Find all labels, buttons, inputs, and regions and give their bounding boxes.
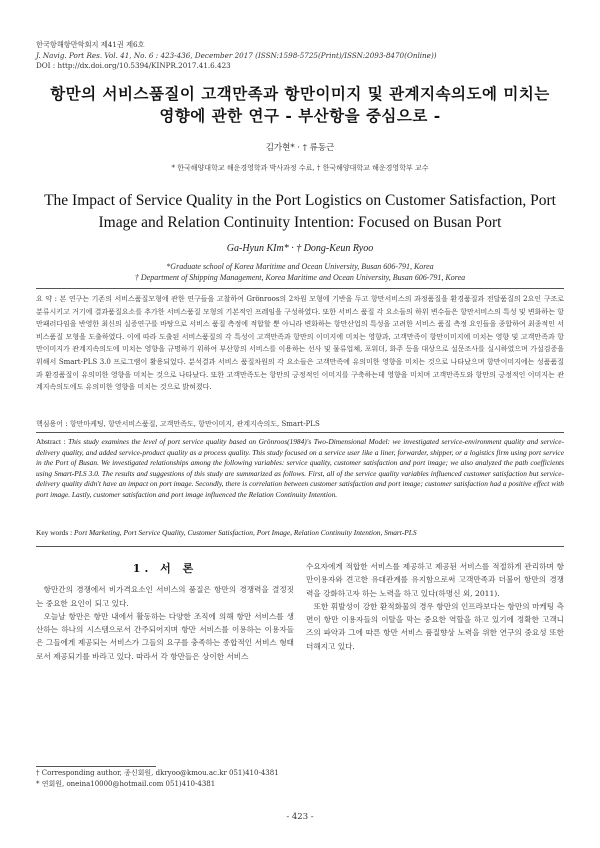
affiliation-english-line2: † Department of Shipping Management, Korea Maritime and Ocean University, Busan 606-791, Korea: [134, 273, 466, 282]
keywords-english-text: Port Marketing, Port Service Quality, Customer Satisfaction, Port Image, Relation Continuity Intention, Smart-PLS: [74, 528, 417, 537]
body-paragraph: 항만간의 경쟁에서 비가격요소인 서비스의 품질은 항만의 경쟁력을 결정짓는 중요한 요인이 되고 있다.: [36, 585, 294, 608]
doi-line: DOI : http://dx.doi.org/10.5394/KINPR.2017.41.6.423: [36, 61, 231, 70]
page-number: - 423 -: [286, 812, 314, 822]
abstract-korean: [36, 293, 564, 394]
body-paragraph: 또한 휘발성이 강한 환적화물의 경우 항만의 인프라보다는 항만의 마케팅 측면이 항만 이용자들의 이탈을 막는 중요한 역할을 하고 있기에 정확한 고객니즈의 파악과 그에 따른 항만 서비스 품질향상 노력을 위한 연구의 중요성 또한 더해지고 있다.: [306, 601, 564, 651]
abstract-english: [36, 437, 564, 501]
journal-citation: J. Navig. Port Res. Vol. 41, No. 6 : 423-436, December 2017 (ISSN:1598-5725(Print)/ISSN:2093-8470(Online)): [36, 50, 437, 60]
keywords-english: [36, 528, 564, 537]
footnote-divider: [36, 766, 156, 767]
abstract-english-label: Abstract :: [36, 437, 66, 446]
affiliation-korean: * 한국해양대학교 해운경영학과 박사과정 수료, † 한국해양대학교 해운경영학부 교수: [171, 164, 429, 172]
section-heading-introduction: 1. 서 론: [132, 562, 198, 575]
journal-header: [36, 40, 576, 72]
affiliation-english: [30, 261, 570, 283]
divider-middle: [36, 432, 564, 433]
title-korean-line2: 영향에 관한 연구 - 부산항을 중심으로 -: [159, 106, 441, 125]
title-english-line1: The Impact of Service Quality in the Port Logistics on Customer Satisfaction, Port: [44, 192, 556, 209]
divider-bottom: [36, 546, 564, 547]
abstract-english-text: This study examines the level of port service quality based on Grönroos(1984)'s Two-Dimensional Model: we investigated service-environment quality and service-delivery quality, and added service-product quality as a process quality. This study focused on a service user like a liner, forwarder, shipper, or a logistics firm using port service in the Port of Busan. We investigated relationships among the following variables: service quality, customer satisfaction and port image; we also analyzed the path coefficients using Smart-PLS 3.0. The results and suggestions of this study are summarized as follows. First, all of the service quality variables influenced customer satisfaction but service-delivery quality didn't have an impact on port image. Secondly, there is correlation between customer satisfaction and port image; customer satisfaction had a positive effect with port image. Lastly, customer satisfaction and port image influenced the Relation Continuity Intention.: [36, 437, 564, 499]
affiliation-english-line1: *Graduate school of Korea Maritime and Ocean University, Busan 606-791, Korea: [166, 262, 434, 271]
body-paragraph: 수요자에게 적합한 서비스를 제공하고 제공된 서비스를 적절하게 관리하며 항만이용자와 견고한 유대관계를 유지함으로써 고객만족과 더불어 항만의 경쟁력을 강화하고자 하는 노력을 하고 있다(하명신 외, 2011).: [306, 562, 564, 598]
keywords-english-label: Key words :: [36, 528, 73, 537]
title-english: [30, 190, 570, 234]
abstract-korean-label: 요 약 :: [36, 295, 57, 303]
footnotes: [36, 768, 564, 790]
divider-top: [36, 288, 564, 289]
journal-name-ko: 한국항해항만학회지 제41권 제6호: [36, 40, 145, 49]
keywords-korean-text: 항만마케팅, 항만서비스품질, 고객만족도, 항만이미지, 관계지속의도, Smart-PLS: [69, 420, 320, 428]
body-column-right: [306, 560, 564, 653]
authors-english: Ga-Hyun KIm* · † Dong-Keun Ryoo: [226, 243, 374, 254]
body-paragraph: 오늘날 항만은 항만 내에서 활동하는 다양한 조직에 의해 항만 서비스를 생산하는 하나의 시스템으로서 간주되어지며 항만 서비스를 이용하는 이용자들은 그들에게 제공되는 서비스가 그들의 요구를 충족하는 종합적인 서비스 형태로서 제공되기를 바라고 있다. 따라서 각 항만들은 상이한 서비스: [36, 611, 294, 661]
keywords-korean-label: 핵심용어 :: [36, 420, 68, 428]
title-english-line2: Image and Relation Continuity Intention: Focused on Busan Port: [98, 214, 502, 231]
keywords-korean: [36, 419, 564, 429]
footnote-corresponding-author: † Corresponding author, 종신회원, dkryoo@kmou.ac.kr 051)410-4381: [36, 769, 279, 777]
title-korean: [30, 83, 570, 127]
footnote-coauthor: * 연회원, oneina10000@hotmail.com 051)410-4381: [36, 780, 216, 788]
title-korean-line1: 항만의 서비스품질이 고객만족과 항만이미지 및 관계지속의도에 미치는: [50, 84, 550, 103]
abstract-korean-text: 본 연구는 기존의 서비스품질모형에 관한 연구들을 고찰하여 Grönroos의 2차원 모형에 기반을 두고 항만서비스의 과정품질을 환경품질과 전달품질의 2요인 구조로 분류시키고 거기에 결과품질요소를 추가한 서비스품질 모형의 기본적인 프레임을 구성하였다. 또한 서비스 품질 각 요소들의 하위 변수들은 항만서비스의 특성 및 변화하는 항만패러다임을 반영한 최신의 실증연구를 바탕으로 서비스 품질 측정에 적합할 뿐 아니라 변화하는 항만산업의 특성을 고려한 서비스 품질 측정 요인들을 종합하여 최종적인 서비스품질 모형을 도출하였다. 이에 따라 도출된 서비스품질의 각 특성이 고객만족과 항만의 이미지에 미치는 영향과, 고객만족이 항만이미지에 미치는 영향 및 고객만족과 항만이미지가 관계지속의도에 미치는 영향을 규명하기 위하여 부산항의 서비스를 이용하는 선사 및 물류업체, 포워더, 화주 등을 대상으로 설문조사를 실시하였으며 가설검증을 위해서 Smart-PLS 3.0 프로그램이 활용되었다. 분석결과 서비스 품질차원의 각 요소들은 고객만족에 유의미한 영향을 미치는 것으로 나타났으며 항만이미지에는 성품품질과 환경품질이 유의미한 영향을 미치는 것으로 나타났다. 또한 고객만족도는 항만의 긍정적인 이미지를 구축하는데 영향을 미치며 고객만족도와 항만의 긍정적인 이미지는 관계지속의도에도 유의미한 영향을 미치는 것으로 밝혀졌다.: [36, 295, 564, 392]
body-column-left: [36, 562, 294, 663]
authors-korean: 김가현* · † 류동근: [265, 143, 335, 153]
